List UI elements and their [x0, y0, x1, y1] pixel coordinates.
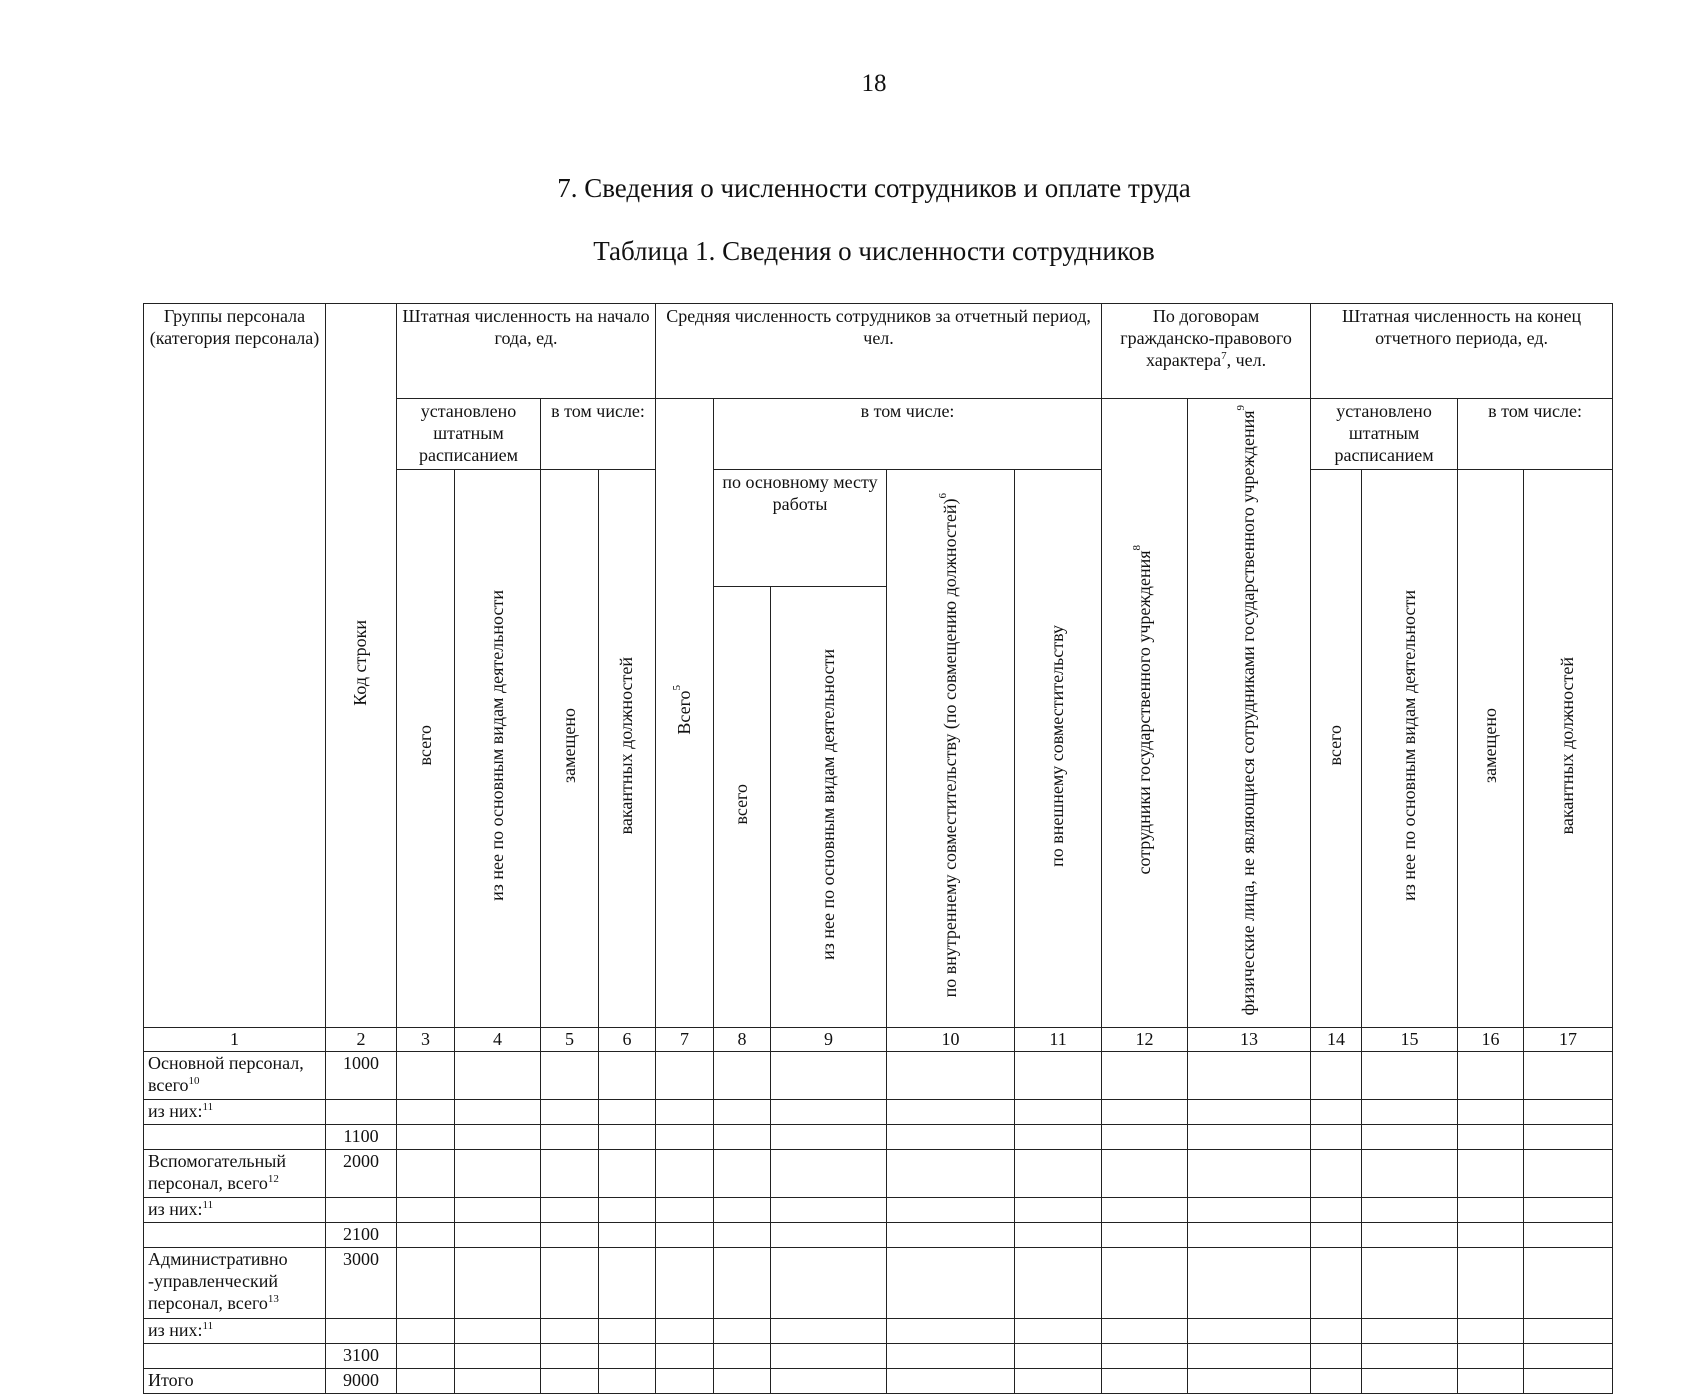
column-number: 10 — [887, 1028, 1015, 1052]
input-cell[interactable] — [1524, 1100, 1613, 1125]
input-cell[interactable] — [887, 1344, 1015, 1369]
table-row — [144, 1052, 1613, 1100]
column-number: 9 — [771, 1028, 887, 1052]
header-staff-start: Штатная численность на начало года, ед. — [397, 304, 656, 399]
input-cell[interactable] — [1311, 1248, 1362, 1319]
input-cell[interactable] — [1311, 1198, 1362, 1223]
input-cell[interactable] — [541, 1125, 599, 1150]
input-cell[interactable] — [714, 1319, 771, 1344]
input-cell[interactable] — [1458, 1344, 1524, 1369]
input-cell[interactable] — [771, 1223, 887, 1248]
row-label — [144, 1125, 326, 1150]
input-cell[interactable] — [599, 1052, 656, 1100]
input-cell[interactable] — [455, 1052, 541, 1100]
input-cell[interactable] — [1524, 1198, 1613, 1223]
input-cell[interactable] — [455, 1369, 541, 1394]
header-start-total: всего — [397, 470, 455, 1028]
input-cell[interactable] — [714, 1344, 771, 1369]
column-number: 1 — [144, 1028, 326, 1052]
input-cell[interactable] — [887, 1223, 1015, 1248]
input-cell[interactable] — [1458, 1100, 1524, 1125]
input-cell[interactable] — [771, 1150, 887, 1198]
input-cell[interactable] — [1188, 1052, 1311, 1100]
input-cell[interactable] — [771, 1125, 887, 1150]
input-cell[interactable] — [771, 1369, 887, 1394]
input-cell[interactable] — [1524, 1319, 1613, 1344]
input-cell[interactable] — [714, 1125, 771, 1150]
header-end-main: из нее по основным видам деятельности — [1362, 470, 1458, 1028]
input-cell[interactable] — [714, 1248, 771, 1319]
input-cell[interactable] — [397, 1100, 455, 1125]
input-cell[interactable] — [1524, 1052, 1613, 1100]
input-cell[interactable] — [455, 1248, 541, 1319]
input-cell[interactable] — [455, 1319, 541, 1344]
input-cell[interactable] — [1362, 1150, 1458, 1198]
input-cell[interactable] — [887, 1125, 1015, 1150]
input-cell[interactable] — [771, 1344, 887, 1369]
header-end-total: всего — [1311, 470, 1362, 1028]
row-label: Итого — [144, 1369, 326, 1394]
input-cell[interactable] — [541, 1100, 599, 1125]
input-cell[interactable] — [1188, 1125, 1311, 1150]
header-internal-part-time: по внутреннему совместительству (по совмещению должностей)$^6$ — [887, 470, 1015, 1028]
column-number: 6 — [599, 1028, 656, 1052]
input-cell[interactable] — [599, 1150, 656, 1198]
input-cell[interactable] — [599, 1248, 656, 1319]
input-cell[interactable] — [1015, 1052, 1102, 1100]
input-cell[interactable] — [599, 1344, 656, 1369]
input-cell[interactable] — [397, 1319, 455, 1344]
input-cell[interactable] — [1458, 1052, 1524, 1100]
input-cell[interactable] — [1102, 1248, 1188, 1319]
row-code — [326, 1198, 397, 1223]
input-cell[interactable] — [397, 1052, 455, 1100]
column-number: 15 — [1362, 1028, 1458, 1052]
row-label: из них:$^{11}$ — [144, 1319, 326, 1344]
input-cell[interactable] — [714, 1052, 771, 1100]
input-cell[interactable] — [1362, 1248, 1458, 1319]
input-cell[interactable] — [1524, 1248, 1613, 1319]
column-number: 5 — [541, 1028, 599, 1052]
input-cell[interactable] — [455, 1198, 541, 1223]
input-cell[interactable] — [541, 1248, 599, 1319]
input-cell[interactable] — [1524, 1369, 1613, 1394]
header-staff-end: Штатная численность на конец отчетного периода, ед. — [1311, 304, 1613, 399]
input-cell[interactable] — [1458, 1150, 1524, 1198]
input-cell[interactable] — [1311, 1150, 1362, 1198]
column-number: 3 — [397, 1028, 455, 1052]
input-cell[interactable] — [1188, 1100, 1311, 1125]
input-cell[interactable] — [1102, 1223, 1188, 1248]
header-avg-incl: в том числе: — [714, 399, 1102, 470]
input-cell[interactable] — [599, 1319, 656, 1344]
input-cell[interactable] — [1015, 1369, 1102, 1394]
header-established-end: установлено штатным расписанием — [1311, 399, 1458, 470]
input-cell[interactable] — [1102, 1150, 1188, 1198]
input-cell[interactable] — [1015, 1223, 1102, 1248]
row-code: 2100 — [326, 1223, 397, 1248]
input-cell[interactable] — [771, 1100, 887, 1125]
input-cell[interactable] — [541, 1344, 599, 1369]
input-cell[interactable] — [1362, 1369, 1458, 1394]
table-row — [144, 1198, 1613, 1223]
input-cell[interactable] — [1015, 1198, 1102, 1223]
row-label: Административно -управленческий персонал, всего$^{13}$ — [144, 1248, 326, 1319]
input-cell[interactable] — [1015, 1248, 1102, 1319]
input-cell[interactable] — [656, 1344, 714, 1369]
input-cell[interactable] — [771, 1248, 887, 1319]
header-incl-end: в том числе: — [1458, 399, 1613, 470]
row-code — [326, 1319, 397, 1344]
column-number: 12 — [1102, 1028, 1188, 1052]
input-cell[interactable] — [541, 1198, 599, 1223]
input-cell[interactable] — [455, 1125, 541, 1150]
input-cell[interactable] — [714, 1198, 771, 1223]
staff-count-table — [143, 303, 1613, 1394]
table-row — [144, 1344, 1613, 1369]
header-end-vacant: вакантных должностей — [1524, 470, 1613, 1028]
input-cell[interactable] — [1102, 1344, 1188, 1369]
header-avg-total: Всего$^5$ — [656, 399, 714, 1028]
input-cell[interactable] — [1015, 1150, 1102, 1198]
input-cell[interactable] — [1102, 1369, 1188, 1394]
column-number: 7 — [656, 1028, 714, 1052]
input-cell[interactable] — [1458, 1198, 1524, 1223]
column-number: 14 — [1311, 1028, 1362, 1052]
input-cell[interactable] — [887, 1100, 1015, 1125]
input-cell[interactable] — [656, 1198, 714, 1223]
input-cell[interactable] — [1362, 1319, 1458, 1344]
table-title: Таблица 1. Сведения о численности сотрудников — [593, 236, 1155, 266]
input-cell[interactable] — [599, 1223, 656, 1248]
column-number: 13 — [1188, 1028, 1311, 1052]
input-cell[interactable] — [1188, 1223, 1311, 1248]
input-cell[interactable] — [1015, 1100, 1102, 1125]
input-cell[interactable] — [1188, 1248, 1311, 1319]
input-cell[interactable] — [397, 1248, 455, 1319]
input-cell[interactable] — [397, 1344, 455, 1369]
table-row — [144, 1369, 1613, 1394]
row-code: 3000 — [326, 1248, 397, 1319]
header-avg-main-incl: из нее по основным видам деятельности — [771, 586, 887, 1028]
table-row — [144, 1248, 1613, 1319]
input-cell[interactable] — [455, 1150, 541, 1198]
input-cell[interactable] — [455, 1223, 541, 1248]
header-start-filled: замещено — [541, 470, 599, 1028]
input-cell[interactable] — [1524, 1150, 1613, 1198]
row-code: 2000 — [326, 1150, 397, 1198]
input-cell[interactable] — [714, 1150, 771, 1198]
input-cell[interactable] — [599, 1125, 656, 1150]
input-cell[interactable] — [599, 1100, 656, 1125]
column-number-row — [144, 1028, 1613, 1052]
input-cell[interactable] — [1188, 1344, 1311, 1369]
input-cell[interactable] — [656, 1052, 714, 1100]
input-cell[interactable] — [887, 1369, 1015, 1394]
header-start-main: из нее по основным видам деятельности — [455, 470, 541, 1028]
input-cell[interactable] — [1458, 1125, 1524, 1150]
header-row-code: Код строки — [326, 304, 397, 1028]
input-cell[interactable] — [1524, 1223, 1613, 1248]
input-cell[interactable] — [1102, 1125, 1188, 1150]
input-cell[interactable] — [1311, 1052, 1362, 1100]
header-end-filled: замещено — [1458, 470, 1524, 1028]
input-cell[interactable] — [656, 1125, 714, 1150]
input-cell[interactable] — [1311, 1125, 1362, 1150]
input-cell[interactable] — [1188, 1369, 1311, 1394]
input-cell[interactable] — [656, 1248, 714, 1319]
input-cell[interactable] — [1188, 1319, 1311, 1344]
input-cell[interactable] — [1102, 1198, 1188, 1223]
input-cell[interactable] — [397, 1198, 455, 1223]
input-cell[interactable] — [541, 1319, 599, 1344]
input-cell[interactable] — [455, 1100, 541, 1125]
input-cell[interactable] — [541, 1150, 599, 1198]
table-row — [144, 1319, 1613, 1344]
input-cell[interactable] — [1524, 1125, 1613, 1150]
input-cell[interactable] — [1362, 1223, 1458, 1248]
input-cell[interactable] — [397, 1125, 455, 1150]
input-cell[interactable] — [397, 1223, 455, 1248]
input-cell[interactable] — [1102, 1052, 1188, 1100]
column-number: 16 — [1458, 1028, 1524, 1052]
input-cell[interactable] — [1524, 1344, 1613, 1369]
input-cell[interactable] — [771, 1198, 887, 1223]
input-cell[interactable] — [541, 1369, 599, 1394]
row-code: 9000 — [326, 1369, 397, 1394]
row-label — [144, 1344, 326, 1369]
input-cell[interactable] — [1015, 1319, 1102, 1344]
column-number: 17 — [1524, 1028, 1613, 1052]
input-cell[interactable] — [714, 1223, 771, 1248]
row-code — [326, 1100, 397, 1125]
row-label: Вспомогательный персонал, всего$^{12}$ — [144, 1150, 326, 1198]
header-non-employees: физические лица, не являющиеся сотрудниками государственного учреждения$^9$ — [1188, 399, 1311, 1028]
section-title: 7. Сведения о численности сотрудников и оплате труда — [557, 173, 1191, 203]
input-cell[interactable] — [1311, 1223, 1362, 1248]
input-cell[interactable] — [1311, 1344, 1362, 1369]
input-cell[interactable] — [1458, 1369, 1524, 1394]
input-cell[interactable] — [397, 1150, 455, 1198]
input-cell[interactable] — [1311, 1369, 1362, 1394]
table-row — [144, 1223, 1613, 1248]
input-cell[interactable] — [887, 1248, 1015, 1319]
input-cell[interactable] — [1102, 1100, 1188, 1125]
header-main-place: по основному месту работы — [714, 470, 887, 587]
input-cell[interactable] — [1362, 1344, 1458, 1369]
input-cell[interactable] — [771, 1319, 887, 1344]
header-avg-main-total: всего — [714, 586, 771, 1028]
column-number: 8 — [714, 1028, 771, 1052]
header-established-start: установлено штатным расписанием — [397, 399, 541, 470]
column-number: 2 — [326, 1028, 397, 1052]
header-avg-count: Средняя численность сотрудников за отчетный период, чел. — [656, 304, 1102, 399]
input-cell[interactable] — [714, 1369, 771, 1394]
input-cell[interactable] — [1311, 1100, 1362, 1125]
row-label: из них:$^{11}$ — [144, 1198, 326, 1223]
row-code: 1000 — [326, 1052, 397, 1100]
input-cell[interactable] — [656, 1369, 714, 1394]
header-gov-employees: сотрудники государственного учреждения$^8$ — [1102, 399, 1188, 1028]
row-label: Основной персонал, всего$^{10}$ — [144, 1052, 326, 1100]
row-label — [144, 1223, 326, 1248]
input-cell[interactable] — [397, 1369, 455, 1394]
input-cell[interactable] — [656, 1100, 714, 1125]
input-cell[interactable] — [1188, 1150, 1311, 1198]
page-number: 18 — [861, 70, 887, 97]
input-cell[interactable] — [656, 1319, 714, 1344]
input-cell[interactable] — [1188, 1198, 1311, 1223]
input-cell[interactable] — [599, 1369, 656, 1394]
input-cell[interactable] — [887, 1319, 1015, 1344]
header-start-vacant: вакантных должностей — [599, 470, 656, 1028]
input-cell[interactable] — [887, 1150, 1015, 1198]
input-cell[interactable] — [771, 1052, 887, 1100]
column-number: 11 — [1015, 1028, 1102, 1052]
row-code: 3100 — [326, 1344, 397, 1369]
header-group: Группы персонала (категория персонала) — [144, 304, 326, 1028]
input-cell[interactable] — [1015, 1344, 1102, 1369]
input-cell[interactable] — [1102, 1319, 1188, 1344]
table-row — [144, 1125, 1613, 1150]
table-row — [144, 1150, 1613, 1198]
row-code: 1100 — [326, 1125, 397, 1150]
input-cell[interactable] — [714, 1100, 771, 1125]
input-cell[interactable] — [656, 1223, 714, 1248]
input-cell[interactable] — [455, 1344, 541, 1369]
header-external-part-time: по внешнему совместительству — [1015, 470, 1102, 1028]
input-cell[interactable] — [1362, 1052, 1458, 1100]
input-cell[interactable] — [541, 1052, 599, 1100]
input-cell[interactable] — [1458, 1248, 1524, 1319]
header-row-1 — [144, 304, 1613, 399]
input-cell[interactable] — [1362, 1100, 1458, 1125]
input-cell[interactable] — [887, 1052, 1015, 1100]
input-cell[interactable] — [541, 1223, 599, 1248]
input-cell[interactable] — [1362, 1125, 1458, 1150]
input-cell[interactable] — [1362, 1198, 1458, 1223]
row-label: из них:$^{11}$ — [144, 1100, 326, 1125]
header-incl-start: в том числе: — [541, 399, 656, 470]
input-cell[interactable] — [1458, 1319, 1524, 1344]
input-cell[interactable] — [1458, 1223, 1524, 1248]
input-cell[interactable] — [887, 1198, 1015, 1223]
header-civil-contracts: По договорам гражданско-правового характера$^7$, чел. — [1102, 304, 1311, 399]
input-cell[interactable] — [1015, 1125, 1102, 1150]
input-cell[interactable] — [599, 1198, 656, 1223]
table-row — [144, 1100, 1613, 1125]
input-cell[interactable] — [656, 1150, 714, 1198]
input-cell[interactable] — [1311, 1319, 1362, 1344]
column-number: 4 — [455, 1028, 541, 1052]
